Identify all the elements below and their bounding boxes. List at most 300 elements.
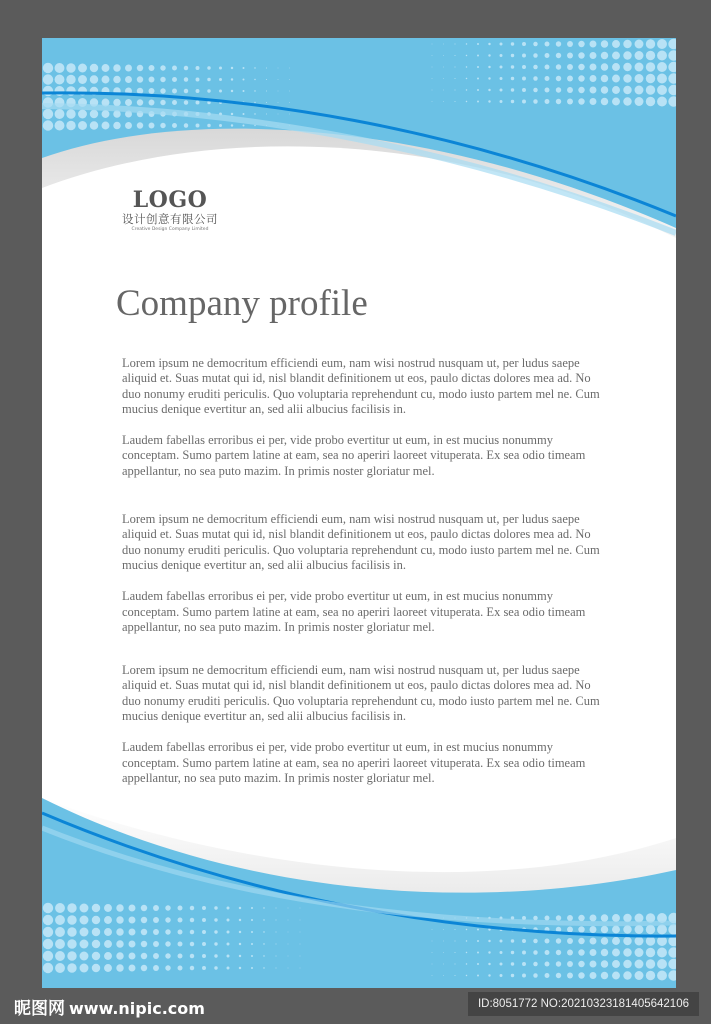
halftone-dot	[129, 941, 136, 948]
halftone-dot	[488, 89, 490, 91]
halftone-dot	[43, 109, 53, 119]
halftone-dot	[590, 915, 597, 922]
halftone-dot	[500, 951, 503, 954]
halftone-dot	[522, 951, 526, 955]
halftone-dot	[160, 88, 165, 93]
halftone-dot	[432, 90, 433, 91]
halftone-dot	[251, 967, 253, 969]
halftone-dot	[657, 74, 667, 84]
halftone-dot	[43, 86, 53, 96]
halftone-dot	[207, 89, 210, 92]
halftone-dot	[466, 55, 467, 56]
halftone-dot	[263, 955, 264, 956]
halftone-dot	[623, 51, 631, 59]
halftone-dot	[276, 956, 277, 957]
halftone-dot	[488, 963, 490, 965]
halftone-dot	[80, 952, 89, 961]
halftone-dot	[165, 941, 170, 946]
halftone-dot	[477, 89, 479, 91]
halftone-dot	[254, 79, 255, 80]
halftone-dot	[545, 962, 550, 967]
halftone-dot	[443, 101, 444, 102]
halftone-dot	[488, 66, 490, 68]
halftone-dot	[590, 98, 597, 105]
halftone-dot	[165, 917, 170, 922]
halftone-dot	[276, 920, 277, 921]
halftone-dot	[612, 86, 620, 94]
halftone-dot	[455, 941, 456, 942]
halftone-dot	[455, 929, 456, 930]
halftone-dot	[623, 97, 631, 105]
halftone-dot	[239, 955, 241, 957]
halftone-dot	[66, 75, 75, 84]
halftone-dot	[227, 943, 230, 946]
halftone-dot	[263, 919, 264, 920]
letterhead-page	[42, 38, 676, 988]
halftone-dot	[102, 122, 110, 130]
halftone-dot	[184, 66, 188, 70]
halftone-dot	[533, 973, 537, 977]
halftone-dot	[67, 915, 76, 924]
halftone-dot	[116, 964, 123, 971]
halftone-dot	[623, 937, 631, 945]
halftone-dot	[466, 78, 467, 79]
site-url: www.nipic.com	[69, 999, 205, 1018]
halftone-dot	[219, 124, 222, 127]
halftone-dot	[116, 904, 123, 911]
halftone-dot	[612, 972, 620, 980]
halftone-dot	[202, 954, 206, 958]
halftone-dot	[43, 927, 53, 937]
halftone-dot	[125, 76, 132, 83]
halftone-dot	[477, 940, 479, 942]
halftone-dot	[590, 64, 597, 71]
halftone-dot	[612, 40, 620, 48]
halftone-dot	[567, 915, 573, 921]
halftone-dot	[266, 102, 267, 103]
halftone-dot	[227, 907, 230, 910]
halftone-dot	[78, 110, 87, 119]
company-name-en: Creative Design Company Limited	[131, 227, 209, 232]
halftone-dot	[202, 942, 206, 946]
halftone-dot	[278, 91, 279, 92]
halftone-dot	[92, 928, 100, 936]
halftone-dot	[231, 90, 233, 92]
halftone-dot	[78, 75, 87, 84]
halftone-dot	[533, 88, 537, 92]
document-body	[122, 356, 602, 786]
halftone-dot	[254, 90, 255, 91]
halftone-dot	[522, 54, 526, 58]
halftone-dot	[263, 967, 264, 968]
halftone-dot	[207, 66, 210, 69]
halftone-dot	[116, 916, 123, 923]
halftone-dot	[149, 77, 155, 83]
halftone-dot	[300, 956, 301, 957]
halftone-dot	[567, 76, 573, 82]
halftone-dot	[601, 52, 608, 59]
halftone-dot	[500, 89, 503, 92]
halftone-dot	[172, 89, 177, 94]
halftone-dot	[104, 904, 112, 912]
halftone-dot	[488, 100, 490, 102]
halftone-dot	[432, 55, 433, 56]
paragraph: Lorem ipsum ne democritum efficiendi eum, nam wisi nostrud nusquam ut, per ludus saepe aliquid et. Suas mutat qui id, nisl blandit definitionem ut eos, paulo dictas dolores mea ad. No duo nonumy eruditi periculis. Quo voluptaria reprehendunt cu, modo iusto partem mel ne. Cum mucius denique evertitur an, sed alii albucius facilisis in.	[122, 356, 600, 416]
halftone-dot	[432, 44, 433, 45]
halftone-dot	[288, 968, 289, 969]
halftone-dot	[522, 65, 526, 69]
halftone-dot	[500, 66, 503, 69]
halftone-dot	[92, 916, 100, 924]
halftone-dot	[202, 918, 206, 922]
paragraph: Laudem fabellas erroribus ei per, vide probo evertitur ut eum, in est mucius nonummy conceptam. Sumo partem latine at eam, sea no aperiri laoreet vituperata. Ex sea odio timeam appellantur, no sea puto mazim. In primis noster gloriatur mel.	[122, 589, 586, 634]
halftone-dot	[578, 87, 584, 93]
halftone-dot	[578, 64, 584, 70]
halftone-dot	[289, 114, 290, 115]
halftone-dot	[466, 43, 467, 44]
halftone-dot	[219, 90, 222, 93]
halftone-dot	[545, 65, 550, 70]
halftone-dot	[455, 90, 456, 91]
halftone-dot	[141, 929, 147, 935]
halftone-dot	[289, 68, 290, 69]
halftone-dot	[227, 931, 230, 934]
halftone-dot	[646, 62, 655, 71]
halftone-dot	[137, 99, 143, 105]
halftone-dot	[533, 962, 537, 966]
halftone-dot	[55, 951, 65, 961]
halftone-dot	[278, 102, 279, 103]
halftone-dot	[556, 950, 561, 955]
halftone-dot	[432, 929, 433, 930]
halftone-dot	[522, 88, 526, 92]
halftone-dot	[172, 77, 177, 82]
halftone-dot	[522, 962, 526, 966]
halftone-dot	[635, 937, 644, 946]
halftone-dot	[635, 925, 644, 934]
halftone-dot	[646, 51, 655, 60]
halftone-dot	[500, 940, 503, 943]
halftone-dot	[214, 942, 217, 945]
halftone-dot	[567, 938, 573, 944]
halftone-dot	[500, 54, 503, 57]
halftone-dot	[104, 964, 112, 972]
halftone-dot	[129, 917, 136, 924]
halftone-dot	[623, 40, 631, 48]
halftone-dot	[214, 930, 217, 933]
halftone-dot	[578, 949, 584, 955]
halftone-dot	[466, 89, 467, 90]
site-watermark[interactable]	[14, 994, 205, 1019]
halftone-dot	[623, 63, 631, 71]
halftone-dot	[488, 77, 490, 79]
halftone-dot	[556, 41, 561, 46]
halftone-dot	[443, 929, 444, 930]
halftone-dot	[466, 940, 467, 941]
halftone-dot	[612, 937, 620, 945]
halftone-dot	[466, 975, 467, 976]
halftone-dot	[141, 917, 147, 923]
halftone-dot	[545, 76, 550, 81]
halftone-dot	[612, 52, 620, 60]
halftone-dot	[92, 952, 100, 960]
halftone-dot	[251, 955, 253, 957]
halftone-dot	[55, 927, 65, 937]
halftone-dot	[160, 123, 165, 128]
halftone-dot	[567, 973, 573, 979]
halftone-dot	[141, 941, 147, 947]
halftone-dot	[55, 121, 65, 131]
halftone-dot	[477, 963, 479, 965]
halftone-dot	[455, 44, 456, 45]
halftone-dot	[149, 123, 155, 129]
halftone-dot	[266, 79, 267, 80]
halftone-dot	[511, 77, 514, 80]
halftone-dot	[80, 904, 89, 913]
halftone-dot	[243, 67, 245, 69]
halftone-dot	[590, 41, 597, 48]
halftone-dot	[455, 964, 456, 965]
halftone-dot	[113, 122, 120, 129]
halftone-dot	[533, 99, 537, 103]
halftone-dot	[43, 63, 53, 73]
halftone-dot	[178, 954, 183, 959]
halftone-dot	[227, 919, 230, 922]
halftone-dot	[172, 123, 177, 128]
halftone-dot	[102, 64, 110, 72]
halftone-dot	[455, 975, 456, 976]
halftone-dot	[477, 55, 479, 57]
halftone-dot	[578, 52, 584, 58]
halftone-dot	[657, 971, 667, 981]
halftone-dot	[612, 914, 620, 922]
halftone-dot	[455, 78, 456, 79]
halftone-dot	[116, 940, 123, 947]
halftone-dot	[67, 903, 76, 912]
halftone-dot	[635, 971, 644, 980]
halftone-dot	[567, 950, 573, 956]
halftone-dot	[153, 941, 159, 947]
halftone-dot	[522, 42, 526, 46]
halftone-dot	[466, 66, 467, 67]
halftone-dot	[477, 975, 479, 977]
halftone-dot	[43, 939, 53, 949]
halftone-dot	[67, 939, 76, 948]
halftone-dot	[455, 67, 456, 68]
halftone-dot	[612, 63, 620, 71]
halftone-dot	[160, 65, 165, 70]
halftone-dot	[214, 954, 217, 957]
halftone-dot	[243, 113, 245, 115]
halftone-dot	[511, 65, 514, 68]
halftone-dot	[55, 963, 65, 973]
halftone-dot	[78, 64, 87, 73]
halftone-dot	[545, 53, 550, 58]
halftone-dot	[172, 100, 177, 105]
halftone-dot	[43, 74, 53, 84]
halftone-dot	[288, 908, 289, 909]
halftone-dot	[190, 930, 194, 934]
halftone-dot	[66, 109, 75, 118]
halftone-dot	[646, 925, 655, 934]
halftone-dot	[300, 944, 301, 945]
halftone-dot	[78, 121, 87, 130]
halftone-dot	[590, 926, 597, 933]
halftone-dot	[522, 77, 526, 81]
halftone-dot	[556, 961, 561, 966]
halftone-dot	[623, 74, 631, 82]
halftone-dot	[196, 124, 200, 128]
halftone-dot	[511, 54, 514, 57]
halftone-dot	[601, 86, 608, 93]
halftone-dot	[80, 916, 89, 925]
halftone-dot	[455, 952, 456, 953]
halftone-dot	[623, 971, 631, 979]
halftone-dot	[55, 903, 65, 913]
halftone-dot	[545, 950, 550, 955]
halftone-dot	[219, 78, 222, 81]
halftone-dot	[623, 86, 631, 94]
halftone-dot	[511, 42, 514, 45]
halftone-dot	[196, 78, 200, 82]
halftone-dot	[466, 101, 467, 102]
halftone-dot	[556, 53, 561, 58]
halftone-dot	[612, 926, 620, 934]
halftone-dot	[254, 113, 255, 114]
halftone-dot	[178, 906, 183, 911]
halftone-dot	[266, 68, 267, 69]
halftone-dot	[125, 99, 132, 106]
halftone-dot	[533, 42, 537, 46]
halftone-dot	[66, 63, 75, 72]
halftone-dot	[102, 110, 110, 118]
halftone-dot	[601, 63, 608, 70]
halftone-dot	[178, 930, 183, 935]
halftone-dot	[207, 124, 210, 127]
halftone-dot	[190, 942, 194, 946]
halftone-dot	[635, 74, 644, 83]
halftone-dot	[635, 86, 644, 95]
halftone-dot	[196, 89, 200, 93]
halftone-dot	[511, 100, 514, 103]
halftone-dot	[635, 97, 644, 106]
halftone-dot	[601, 40, 608, 47]
halftone-dot	[590, 961, 597, 968]
halftone-dot	[500, 43, 503, 46]
halftone-dot	[178, 918, 183, 923]
halftone-dot	[646, 936, 655, 945]
halftone-dot	[165, 905, 170, 910]
halftone-dot	[266, 91, 267, 92]
halftone-dot	[190, 918, 194, 922]
halftone-dot	[251, 907, 253, 909]
halftone-dot	[129, 905, 136, 912]
halftone-dot	[149, 100, 155, 106]
halftone-dot	[92, 940, 100, 948]
halftone-dot	[90, 110, 98, 118]
halftone-dot	[646, 948, 655, 957]
halftone-dot	[55, 915, 65, 925]
halftone-dot	[578, 938, 584, 944]
halftone-dot	[556, 915, 561, 920]
halftone-dot	[443, 55, 444, 56]
halftone-dot	[239, 931, 241, 933]
halftone-dot	[500, 974, 503, 977]
halftone-dot	[243, 90, 245, 92]
halftone-dot	[601, 75, 608, 82]
halftone-dot	[432, 67, 433, 68]
halftone-dot	[288, 944, 289, 945]
halftone-dot	[149, 65, 155, 71]
halftone-dot	[612, 960, 620, 968]
halftone-dot	[251, 931, 253, 933]
halftone-dot	[184, 123, 188, 127]
halftone-dot	[55, 86, 65, 96]
halftone-dot	[141, 953, 147, 959]
halftone-dot	[137, 122, 143, 128]
halftone-dot	[545, 939, 550, 944]
halftone-dot	[545, 88, 550, 93]
halftone-dot	[432, 964, 433, 965]
halftone-dot	[635, 948, 644, 957]
halftone-dot	[289, 91, 290, 92]
halftone-dot	[300, 968, 301, 969]
halftone-dot	[432, 941, 433, 942]
halftone-dot	[590, 52, 597, 59]
halftone-dot	[623, 948, 631, 956]
halftone-dot	[556, 64, 561, 69]
halftone-dot	[466, 963, 467, 964]
halftone-dot	[137, 65, 143, 71]
halftone-dot	[488, 940, 490, 942]
halftone-dot	[251, 943, 253, 945]
halftone-dot	[567, 927, 573, 933]
halftone-dot	[227, 967, 230, 970]
halftone-dot	[646, 85, 655, 94]
halftone-dot	[289, 102, 290, 103]
halftone-dot	[231, 124, 233, 126]
halftone-dot	[466, 952, 467, 953]
watermark-bar	[0, 988, 711, 1024]
halftone-dot	[477, 43, 479, 45]
halftone-dot	[172, 66, 177, 71]
halftone-dot	[455, 55, 456, 56]
halftone-dot	[511, 88, 514, 91]
halftone-dot	[300, 908, 301, 909]
halftone-dot	[432, 975, 433, 976]
page-title: Company profile	[116, 283, 368, 324]
halftone-dot	[567, 64, 573, 70]
halftone-dot	[488, 43, 490, 45]
halftone-dot	[578, 75, 584, 81]
halftone-dot	[300, 932, 301, 933]
halftone-dot	[113, 99, 120, 106]
halftone-dot	[276, 944, 277, 945]
halftone-dot	[137, 76, 143, 82]
halftone-dot	[227, 955, 230, 958]
halftone-dot	[500, 100, 503, 103]
halftone-dot	[533, 53, 537, 57]
halftone-dot	[657, 39, 667, 49]
halftone-dot	[55, 109, 65, 119]
halftone-dot	[612, 949, 620, 957]
bottom-sky-band	[42, 798, 676, 988]
halftone-dot	[466, 929, 467, 930]
halftone-dot	[601, 972, 608, 979]
halftone-dot	[488, 974, 490, 976]
halftone-dot	[113, 64, 120, 71]
halftone-dot	[556, 973, 561, 978]
